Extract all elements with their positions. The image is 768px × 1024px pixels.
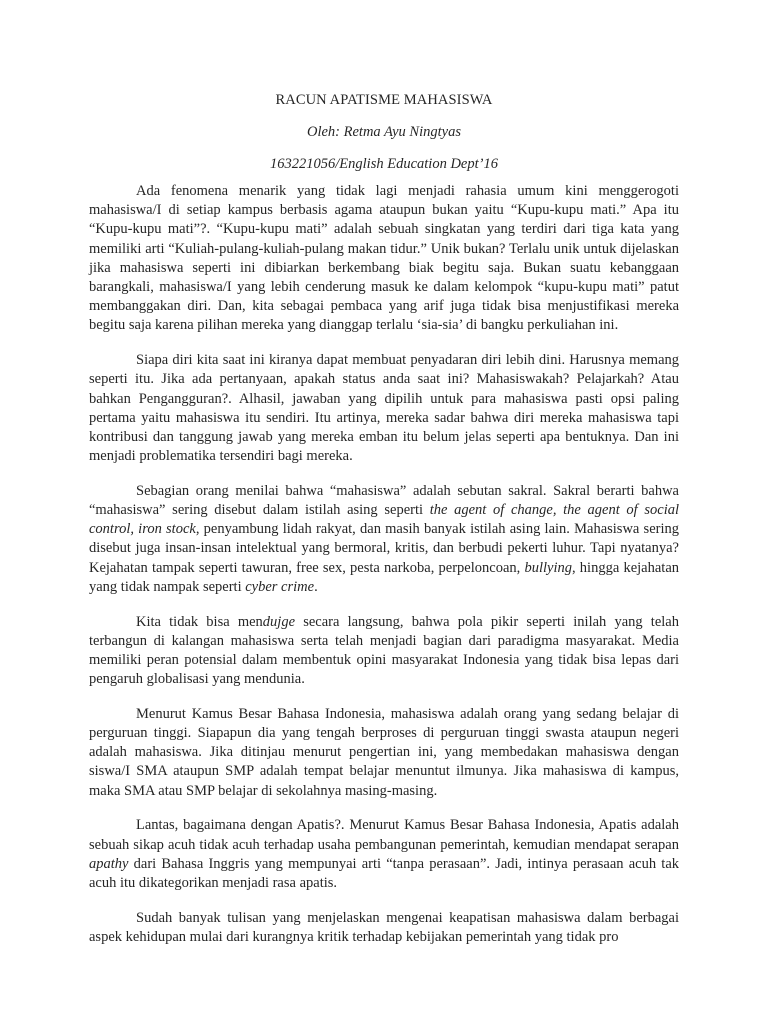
paragraph-3-text-d: . bbox=[314, 578, 318, 595]
paragraph-3-text-c: , hingga kejahatan yang tidak nampak seperti bbox=[89, 559, 679, 595]
document-author: Oleh: Retma Ayu Ningtyas bbox=[307, 124, 461, 140]
paragraph-4 bbox=[89, 613, 679, 690]
paragraph-1: Ada fenomena menarik yang tidak lagi menjadi rahasia umum kini menggerogoti mahasiswa/I di setiap kampus berbasis agama ataupun bukan yaitu “Kupu-kupu mati.” Apa itu “Kupu-kupu mati”?. “Kupu-kupu mati” adalah sebuah singkatan yang terdiri dari tiga kata yang memiliki arti “Kuliah-pulang-kuliah-pulang makan tidur.” Unik bukan? Terlalu unik untuk dijelaskan jika mahasiswa seperti ini dibiarkan berkembang biak begitu saja. Bukan suatu kebanggaan barangkali, mahasiswa/I yang lebih cenderung masuk ke dalam kelompok “kupu-kupu mati” patut membanggakan diri. Dan, kita sebagai pembaca yang arif juga tidak bisa menjustifikasi mereka begitu saja karena pilihan mereka yang dianggap terlalu ‘sia-sia’ di bangku perkuliahan ini. bbox=[89, 183, 679, 334]
paragraph-6 bbox=[89, 816, 679, 893]
paragraph-2: Siapa diri kita saat ini kiranya dapat membuat penyadaran diri lebih dini. Harusnya memang seperti itu. Jika ada pertanyaan, apakah status anda saat ini? Mahasiswakah? Pelajarkah? Atau bahkan Pengangguran?. Alhasil, jawaban yang dipilih untuk para mahasiswa pasti opsi paling pertama yaitu mahasiswa itu sendiri. Itu artinya, mereka sadar bahwa diri mereka mahasiswa tapi kontribusi dan tanggung jawab yang mereka emban itu belum jelas seperti apa bentuknya. Dan ini menjadi problematika tersendiri bagi mereka. bbox=[89, 352, 679, 465]
paragraph-3-text-a: Sebagian orang menilai bahwa “mahasiswa” adalah sebutan sakral. Sakral berarti bahwa “mahasiswa” sering disebut dalam istilah asing seperti bbox=[89, 482, 679, 519]
document-affiliation: 163221056/English Education Dept’16 bbox=[270, 156, 498, 172]
paragraph-7: Sudah banyak tulisan yang menjelaskan mengenai keapatisan mahasiswa dalam berbagai aspek kehidupan mulai dari kurangnya kritik terhadap kebijakan pemerintah yang tidak pro bbox=[89, 909, 679, 945]
paragraph-5: Menurut Kamus Besar Bahasa Indonesia, mahasiswa adalah orang yang sedang belajar di perguruan tinggi. Siapapun dia yang tengah berproses di perguruan tinggi swasta ataupun negeri adalah mahasiswa. Jika ditinjau menurut pengertian ini, yang membedakan mahasiswa dengan siswa/I SMA ataupun SMP adalah tempat belajar menuntut ilmunya. Jika mahasiswa di kampus, maka SMA atau SMP belajar di sekolahnya masing-masing. bbox=[89, 705, 679, 799]
document-title: RACUN APATISME MAHASISWA bbox=[275, 92, 493, 108]
paragraph-4-text-b: secara langsung, bahwa pola pikir seperti inilah yang telah terbangun di kalangan mahasiswa serta telah menjadi bagian dari paradigma masyarakat. Media memiliki peran potensial dalam membentuk opini masyarakat Indonesia yang tidak bisa lepas dari pengaruh globalisasi yang mendunia. bbox=[89, 613, 679, 688]
paragraph-6-text-b: dari Bahasa Inggris yang mempunyai arti “tanpa perasaan”. Jadi, intinya perasaan acuh tak acuh itu dikategorikan menjadi rasa apatis. bbox=[89, 855, 679, 891]
paragraph-6-italic: apathy bbox=[89, 855, 129, 872]
paragraph-4-italic: dujge bbox=[262, 613, 296, 630]
paragraph-4-text-a: Kita tidak bisa men bbox=[136, 613, 263, 630]
paragraph-3-italic-agent: the agent of change, the agent of social control, iron stock bbox=[89, 502, 680, 538]
paragraph-3 bbox=[89, 482, 679, 597]
document-body bbox=[89, 182, 679, 947]
paragraph-3-italic-cyber: cyber crime bbox=[245, 578, 315, 595]
paragraph-3-italic-bullying: bullying bbox=[524, 559, 572, 576]
paragraph-3-text-b: , penyambung lidah rakyat, dan masih banyak istilah asing lain. Mahasiswa sering disebut juga insan-insan intelektual yang bermoral, kritis, dan berbudi pekerti luhur. Tapi nyatanya? Kejahatan tampak seperti tawuran, free sex, pesta narkoba, perpeloncoan, bbox=[89, 521, 679, 576]
paragraph-6-text-a: Lantas, bagaimana dengan Apatis?. Menurut Kamus Besar Bahasa Indonesia, Apatis adalah sebuah sikap acuh tidak acuh terhadap usaha pembangunan pemerintah, kemudian mendapat serapan bbox=[89, 817, 679, 853]
